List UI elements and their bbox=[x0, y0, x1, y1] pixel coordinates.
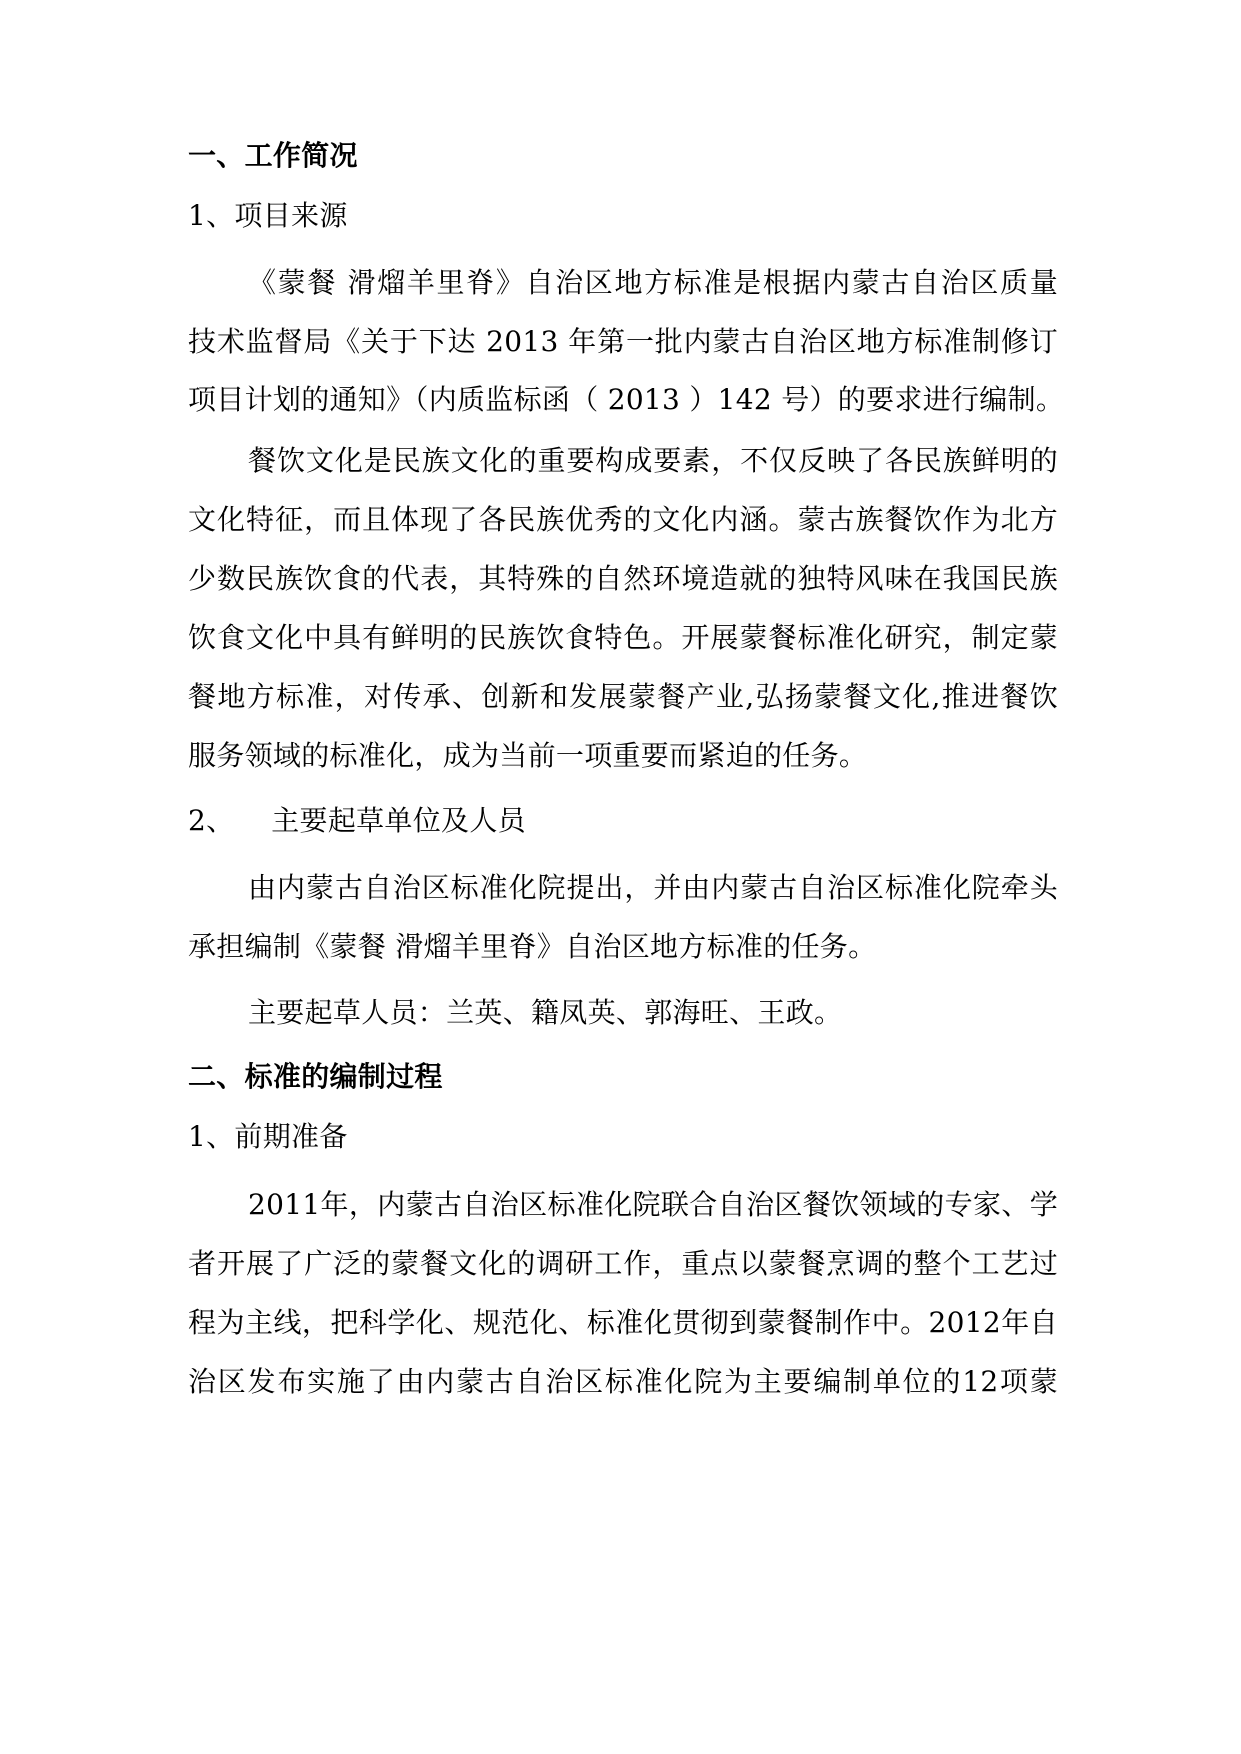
paragraph-line: 由内蒙古自治区标准化院提出，并由内蒙古自治区标准化院牵头 bbox=[248, 871, 1058, 904]
paragraph-line: 2011年，内蒙古自治区标准化院联合自治区餐饮领域的专家、学 bbox=[248, 1188, 1058, 1221]
paragraph-line: 饮食文化中具有鲜明的民族饮食特色。开展蒙餐标准化研究，制定蒙 bbox=[188, 621, 1058, 654]
paragraph-line: 技术监督局《关于下达 2013 年第一批内蒙古自治区地方标准制修订 bbox=[188, 325, 1058, 358]
subsection-title: 1、前期准备 bbox=[188, 1120, 348, 1153]
paragraph-line: 主要起草人员：兰英、籍凤英、郭海旺、王政。 bbox=[248, 996, 843, 1029]
paragraph-line: 程为主线，把科学化、规范化、标准化贯彻到蒙餐制作中。2012年自 bbox=[188, 1306, 1058, 1339]
paragraph-line: 餐地方标准，对传承、创新和发展蒙餐产业,弘扬蒙餐文化,推进餐饮 bbox=[188, 680, 1058, 713]
subsection-title: 1、项目来源 bbox=[188, 199, 348, 232]
section-heading: 一、工作简况 bbox=[188, 139, 358, 172]
paragraph-line: 项目计划的通知》（内质监标函（ 2013 ）142 号）的要求进行编制。 bbox=[188, 383, 1065, 416]
subsection-title: 2、 主要起草单位及人员 bbox=[188, 804, 526, 837]
section-heading: 二、标准的编制过程 bbox=[188, 1060, 443, 1093]
paragraph-line: 少数民族饮食的代表，其特殊的自然环境造就的独特风味在我国民族 bbox=[188, 562, 1058, 595]
paragraph-line: 承担编制《蒙餐 滑熘羊里脊》自治区地方标准的任务。 bbox=[188, 930, 877, 963]
paragraph-line: 服务领域的标准化，成为当前一项重要而紧迫的任务。 bbox=[188, 739, 868, 772]
paragraph-line: 文化特征，而且体现了各民族优秀的文化内涵。蒙古族餐饮作为北方 bbox=[188, 503, 1058, 536]
paragraph-line: 者开展了广泛的蒙餐文化的调研工作，重点以蒙餐烹调的整个工艺过 bbox=[188, 1247, 1058, 1280]
paragraph-line: 治区发布实施了由内蒙古自治区标准化院为主要编制单位的12项蒙 bbox=[188, 1365, 1058, 1398]
paragraph-line: 《蒙餐 滑熘羊里脊》自治区地方标准是根据内蒙古自治区质量 bbox=[248, 266, 1058, 299]
paragraph-line: 餐饮文化是民族文化的重要构成要素，不仅反映了各民族鲜明的 bbox=[248, 444, 1058, 477]
